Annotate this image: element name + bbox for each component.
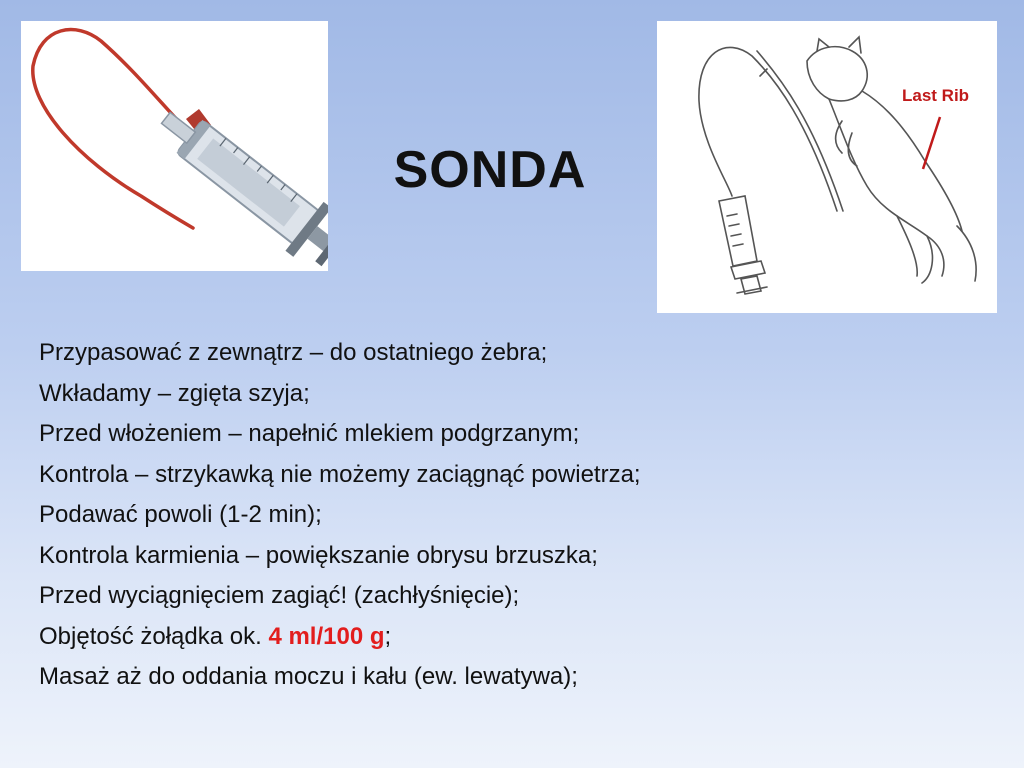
list-item: Podawać powoli (1-2 min); xyxy=(39,501,322,528)
volume-suffix: ; xyxy=(384,622,392,650)
list-item: Wkładamy – zgięta szyja; xyxy=(39,379,310,407)
list-item: Kontrola – strzykawką nie możemy zaciągnąć powietrza; xyxy=(39,460,641,488)
last-rib-label: Last Rib xyxy=(902,86,970,105)
list-item: Przed wyciągnięciem zagiąć! (zachłyśnięcie); xyxy=(39,582,520,609)
list-item: Kontrola karmienia – powiększanie obrysu brzuszka; xyxy=(39,541,598,569)
kitten-diagram-icon xyxy=(657,21,997,313)
list-item-stomach-volume xyxy=(39,617,999,658)
list-item: Przed włożeniem – napełnić mlekiem podgrzanym; xyxy=(39,420,580,447)
volume-highlight: 4 ml/100 g xyxy=(268,622,385,650)
volume-prefix: Objętość żołądka ok. xyxy=(39,622,269,650)
list-item: Przypasować z zewnątrz – do ostatniego żebra; xyxy=(39,339,548,366)
slide-title: SONDA xyxy=(393,141,587,199)
list-item: Masaż aż do oddania moczu i kału (ew. lewatywa); xyxy=(39,663,578,690)
syringe-icon xyxy=(21,21,328,271)
syringe-tube-photo xyxy=(21,21,328,271)
instruction-list xyxy=(39,333,999,698)
rib-pointer-line xyxy=(923,117,940,169)
kitten-tube-diagram xyxy=(657,21,997,313)
